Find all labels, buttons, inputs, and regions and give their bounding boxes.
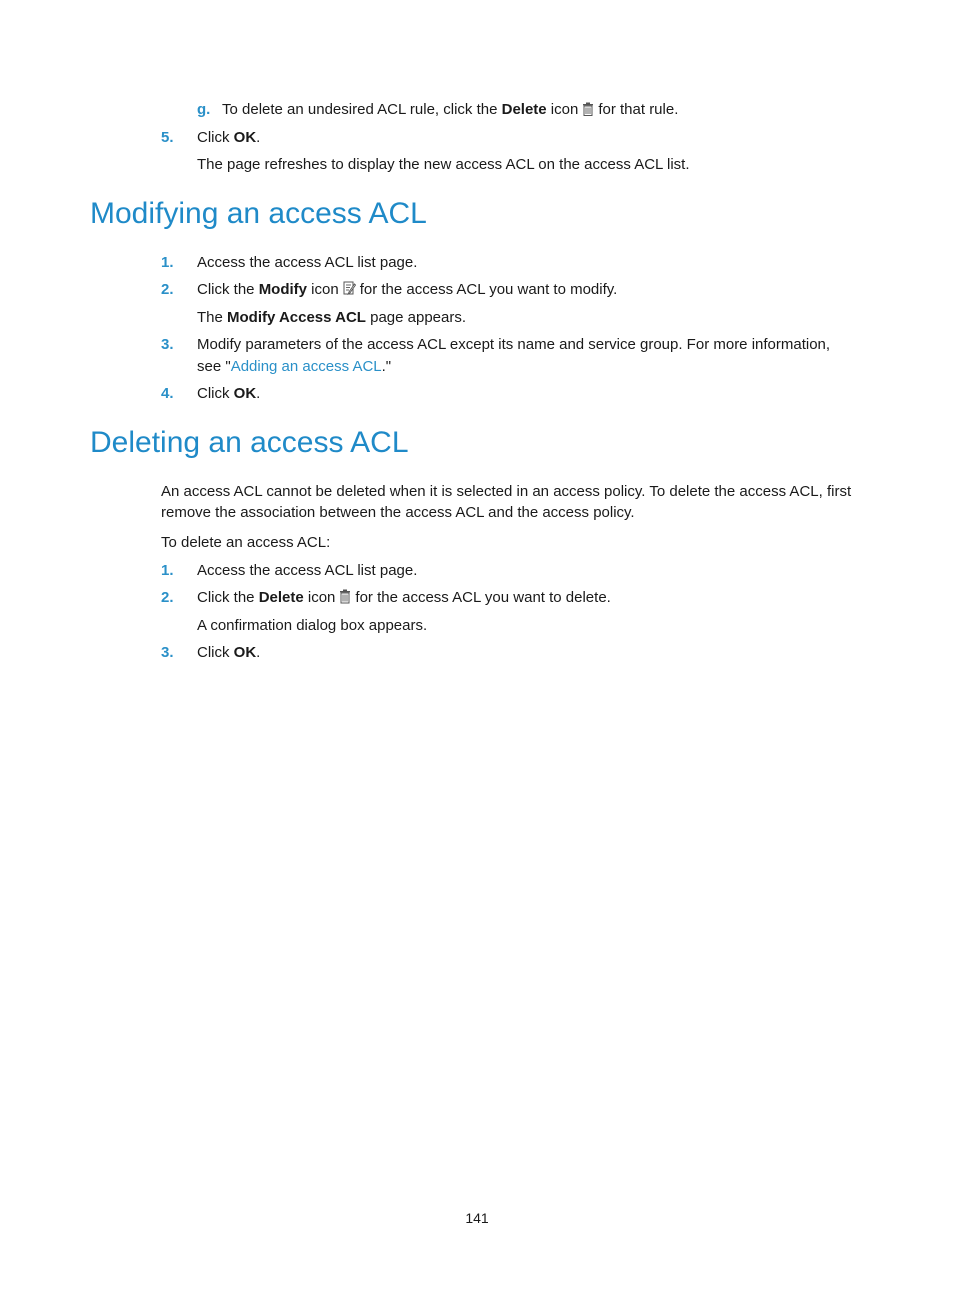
step-text-pre: see "	[197, 358, 231, 375]
step-text-post: ."	[381, 358, 392, 375]
paragraph-continued: remove the association between the access ACL and the access policy.	[161, 504, 635, 521]
step-marker: 2.	[161, 589, 174, 606]
step-text-post: .	[256, 129, 261, 146]
step-marker: 3.	[161, 644, 174, 661]
step-text-post: for that rule.	[598, 101, 679, 118]
ok-term: OK	[233, 129, 257, 146]
ok-term: OK	[233, 385, 257, 402]
step-text-post: for the access ACL you want to delete.	[355, 589, 611, 606]
step-text-pre: Click	[197, 644, 234, 661]
step-text-post: .	[256, 644, 261, 661]
step-text-pre: Click the	[197, 281, 259, 298]
step-note: The page refreshes to display the new access ACL on the access ACL list.	[197, 156, 690, 173]
modify-term: Modify	[258, 281, 308, 298]
step-text	[222, 100, 678, 122]
step-text: Access the access ACL list page.	[197, 562, 418, 579]
trash-icon	[582, 102, 594, 122]
step-text-pre: To delete an undesired ACL rule, click the	[222, 101, 502, 118]
step-marker: 2.	[161, 281, 174, 298]
step-text-mid: icon	[303, 589, 336, 606]
step-note	[197, 308, 466, 328]
section-heading-delete: Deleting an access ACL	[90, 426, 409, 459]
step-text-post: .	[256, 385, 261, 402]
trash-icon	[339, 589, 351, 610]
step-note: A confirmation dialog box appears.	[197, 617, 428, 634]
step-text-continued	[197, 357, 391, 377]
section-heading-modify: Modifying an access ACL	[90, 197, 427, 230]
step-text-pre: Click the	[197, 589, 259, 606]
step-marker: 1.	[161, 562, 174, 579]
step-marker: 5.	[161, 129, 174, 146]
step-text-post: for the access ACL you want to modify.	[359, 281, 618, 298]
step-text	[197, 280, 617, 302]
step-text	[197, 643, 260, 663]
step-text	[197, 128, 260, 148]
modify-access-acl-term: Modify Access ACL	[227, 309, 366, 326]
paragraph: An access ACL cannot be deleted when it is selected in an access policy. To delete the access ACL, first	[161, 483, 852, 500]
step-marker: 1.	[161, 254, 174, 271]
step-marker: 3.	[161, 336, 174, 353]
page-number: 141	[465, 1210, 489, 1226]
step-text	[197, 384, 260, 404]
step-note-post: page appears.	[365, 309, 467, 326]
step-text: Modify parameters of the access ACL except its name and service group. For more information,	[197, 336, 831, 353]
step-text: Access the access ACL list page.	[197, 254, 418, 271]
step-text-mid: icon	[307, 281, 339, 298]
step-marker: 4.	[161, 385, 174, 402]
paragraph: To delete an access ACL:	[161, 534, 331, 551]
step-text-mid: icon	[546, 101, 579, 118]
step-text	[197, 588, 611, 610]
step-marker: g.	[197, 101, 211, 118]
delete-term: Delete	[501, 101, 547, 118]
delete-term: Delete	[258, 589, 304, 606]
step-note-pre: The	[197, 309, 228, 326]
edit-icon	[343, 281, 356, 302]
step-text-pre: Click	[197, 385, 234, 402]
adding-acl-link[interactable]: Adding an access ACL	[230, 358, 382, 375]
step-text-pre: Click	[197, 129, 234, 146]
ok-term: OK	[233, 644, 257, 661]
